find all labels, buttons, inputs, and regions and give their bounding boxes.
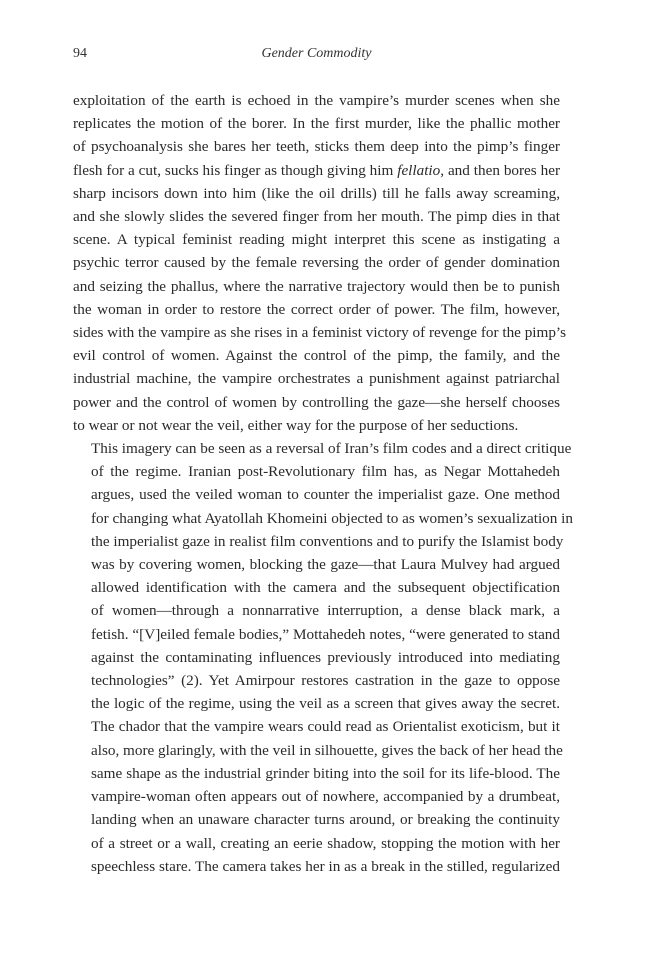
paragraph	[73, 437, 573, 878]
text-line: for changing what Ayatollah Khomeini objected to as women’s sexualization in	[91, 509, 573, 527]
paragraph	[73, 89, 567, 437]
text-line: was by covering women, blocking the gaze—that Laura Mulvey had argued	[91, 556, 560, 574]
text-line: the logic of the regime, using the veil as a screen that gives away the secret.	[91, 695, 560, 713]
text-line: vampire-woman often appears out of nowhere, accompanied by a drumbeat,	[91, 788, 560, 806]
text-line: speechless stare. The camera takes her in as a break in the stilled, regularized	[91, 857, 560, 875]
text-line: the woman in order to restore the correct order of power. The film, however,	[73, 300, 560, 318]
text-line: and she slowly slides the severed finger from her mouth. The pimp dies in that	[73, 208, 560, 226]
text-line: the imperialist gaze in realist film conventions and to purify the Islamist body	[91, 532, 564, 550]
text-line: evil control of women. Against the control of the pimp, the family, and the	[73, 347, 560, 365]
text-line: of psychoanalysis she bares her teeth, sticks them deep into the pimp’s finger	[73, 138, 560, 156]
text-line: and seizing the phallus, where the narrative trajectory would then be to punish	[73, 277, 560, 295]
text-line: psychic terror caused by the female reversing the order of gender domination	[73, 254, 560, 272]
text-line: of the regime. Iranian post-Revolutionary film has, as Negar Mottahedeh	[91, 463, 560, 481]
text-line: exploitation of the earth is echoed in the vampire’s murder scenes when she	[73, 92, 560, 109]
text-line: to wear or not wear the veil, either way for the purpose of her seductions.	[73, 416, 519, 434]
text-line: This imagery can be seen as a reversal of Iran’s film codes and a direct critique	[91, 440, 572, 458]
text-line: industrial machine, the vampire orchestrates a punishment against patriarchal	[73, 370, 560, 388]
text-line: against the contaminating influences previously introduced into mediating	[91, 648, 560, 666]
text-line: technologies” (2). Yet Amirpour restores castration in the gaze to oppose	[91, 672, 560, 690]
text-line: same shape as the industrial grinder biting into the soil for its life-blood. The	[91, 764, 560, 782]
text-line: landing when an unaware character turns around, or breaking the continuity	[91, 811, 560, 829]
text-line: of women—through a nonnarrative interruption, a dense black mark, a	[91, 602, 560, 620]
text-line: scene. A typical feminist reading might interpret this scene as instigating a	[73, 231, 560, 249]
text-line: allowed identification with the camera and the subsequent objectification	[91, 579, 560, 597]
text-line: of a street or a wall, creating an eerie shadow, stopping the motion with her	[91, 834, 560, 852]
italic-term: fellatio	[397, 161, 441, 179]
text-line: flesh for a cut, sucks his finger as though giving him fellatio, and then bores her	[73, 161, 560, 179]
page-number: 94	[73, 46, 87, 61]
running-title: Gender Commodity	[261, 46, 372, 61]
text-line: sides with the vampire as she rises in a feminist victory of revenge for the pimp’s	[73, 324, 567, 342]
text-line: sharp incisors down into him (like the oil drills) till he falls away screaming,	[73, 184, 560, 202]
text-line: argues, used the veiled woman to counter the imperialist gaze. One method	[91, 486, 560, 504]
text-line: replicates the motion of the borer. In the first murder, like the phallic mother	[73, 115, 560, 133]
body-text	[73, 89, 573, 878]
text-line: fetish. “[V]eiled female bodies,” Mottahedeh notes, “were generated to stand	[91, 625, 560, 643]
page-header	[73, 46, 560, 66]
text-line: power and the control of women by controlling the gaze—she herself chooses	[73, 393, 560, 411]
text-line: The chador that the vampire wears could read as Orientalist exoticism, but it	[91, 718, 560, 736]
text-line: also, more glaringly, with the veil in silhouette, gives the back of her head the	[91, 741, 563, 759]
